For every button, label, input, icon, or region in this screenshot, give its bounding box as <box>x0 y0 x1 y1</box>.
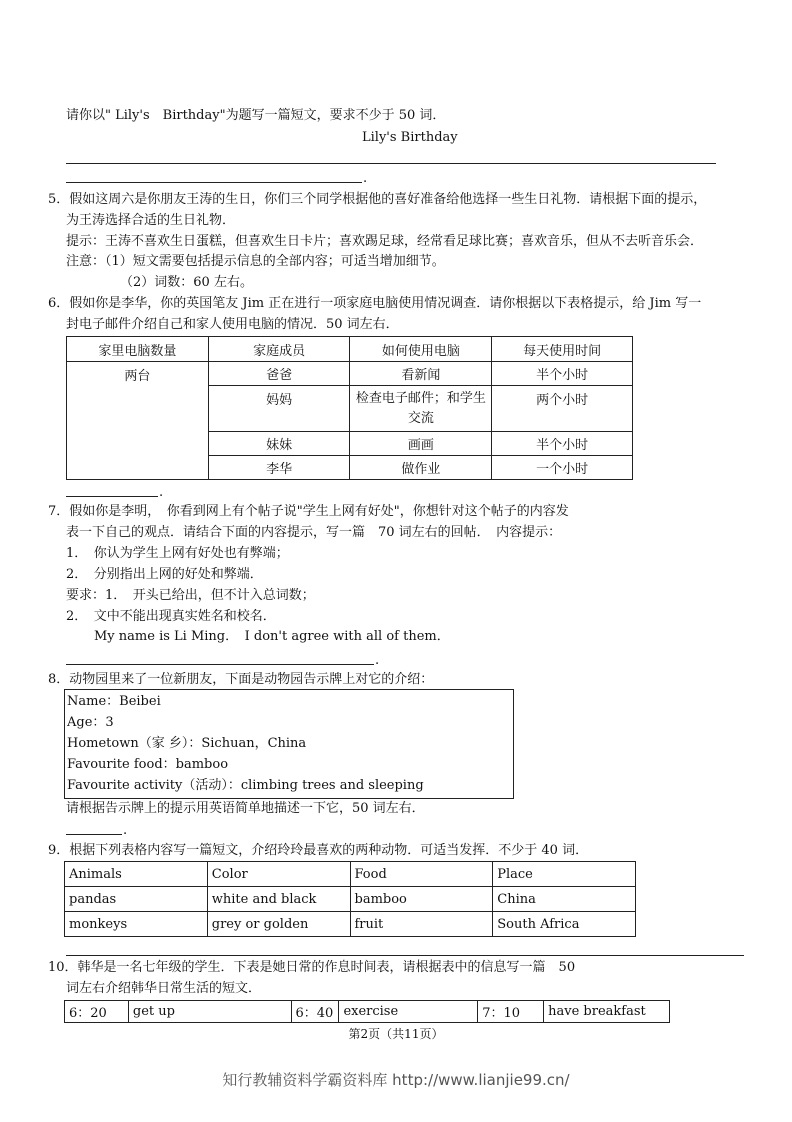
table-header: Animals <box>65 862 208 887</box>
schedule-time: 6：40 <box>291 1001 339 1023</box>
intro-title: Lily's Birthday <box>362 130 458 145</box>
q5-line-2: 为王涛选择合适的生日礼物． <box>66 213 236 228</box>
table-cell: white and black <box>207 887 350 912</box>
q7-line-5: 要求：1． 开头已给出，但不计入总词数； <box>66 588 315 603</box>
q7-line-3: 1． 你认为学生上网有好处也有弊端； <box>66 546 289 561</box>
computer-count: 两台 <box>67 362 209 480</box>
site-footer: 知行教辅资料学霸资料库 http://www.lianjie99.cn/ <box>222 1071 570 1089</box>
q5-line-4: 注意：（1）短文需要包括提示信息的全部内容；可适当增加细节。 <box>66 254 445 269</box>
daily-time: 两个小时 <box>492 386 633 432</box>
q5-line-5: （2）词数：60 左右。 <box>120 275 253 290</box>
q6-line-2: 封电子邮件介绍自己和家人使用电脑的情况．50 词左右． <box>66 317 399 332</box>
daily-time: 一个小时 <box>492 456 633 480</box>
q7-line-6: 2． 文中不能出现真实姓名和校名． <box>66 609 276 624</box>
answer-line <box>66 664 374 665</box>
page-number: 第2页（共11页） <box>348 1027 444 1041</box>
q10-line-1: 10．韩华是一名七年级的学生．下表是她日常的作息时间表，请根据表中的信息写一篇 50 <box>48 960 576 975</box>
period-mark: . <box>363 171 368 186</box>
schedule-time: 6：20 <box>65 1001 129 1023</box>
q5-line-1: 5．假如这周六是你朋友王涛的生日，你们三个同学根据他的喜好准备给他选择一些生日礼物．请根据下面的提示， <box>48 192 707 207</box>
schedule-activity: get up <box>128 1001 291 1023</box>
sign-line: Age：3 <box>67 715 114 730</box>
sign-line: Name：Beibei <box>67 694 161 709</box>
schedule-table <box>64 1000 670 1023</box>
zoo-sign-box <box>64 689 514 799</box>
table-cell: bamboo <box>350 887 493 912</box>
q5-line-3: 提示：王涛不喜欢生日蛋糕，但喜欢生日卡片；喜欢踢足球，经常看足球比赛；喜欢音乐，但从不去听音乐会． <box>66 234 704 249</box>
computer-usage-table <box>66 336 633 480</box>
family-member: 妈妈 <box>208 386 350 432</box>
usage-line-1: 检查电子邮件；和学生 <box>355 390 486 406</box>
table-header: 家庭成员 <box>208 337 350 362</box>
usage: 看新闻 <box>350 362 492 386</box>
q6-line-1: 6．假如你是李华，你的英国笔友 Jim 正在进行一项家庭电脑使用情况调查．请你根据以下表格提示，给 Jim 写一 <box>48 296 702 311</box>
table-cell: pandas <box>65 887 208 912</box>
q7-line-2: 表一下自己的观点．请结合下面的内容提示，写一篇 70 词左右的回帖． 内容提示： <box>66 525 562 540</box>
daily-time: 半个小时 <box>492 362 633 386</box>
q9-line-1: 9．根据下列表格内容写一篇短文，介绍玲玲最喜欢的两种动物．可适当发挥．不少于 40 词． <box>48 843 589 858</box>
table-cell: China <box>493 887 636 912</box>
answer-line <box>66 834 122 835</box>
usage: 画画 <box>350 432 492 456</box>
schedule-activity: exercise <box>339 1001 478 1023</box>
sign-line: Favourite food：bamboo <box>67 757 229 772</box>
daily-time: 半个小时 <box>492 432 633 456</box>
answer-line <box>66 955 744 956</box>
q10-line-2: 词左右介绍韩华日常生活的短文． <box>66 981 262 996</box>
table-header: Place <box>493 862 636 887</box>
sign-line: Favourite activity（活动）：climbing trees and sleeping <box>67 778 424 793</box>
answer-line <box>66 163 716 164</box>
q7-line-1: 7．假如你是李明， 你看到网上有个帖子说"学生上网有好处"，你想针对这个帖子的内容发 <box>48 504 569 519</box>
family-member: 妹妹 <box>208 432 350 456</box>
sign-line: Hometown（家 乡）：Sichuan，China <box>67 736 307 751</box>
usage: 做作业 <box>350 456 492 480</box>
period-mark: . <box>375 653 380 668</box>
family-member: 李华 <box>208 456 350 480</box>
answer-line <box>66 182 362 183</box>
table-header: 家里电脑数量 <box>67 337 209 362</box>
usage <box>350 386 492 432</box>
schedule-activity: have breakfast <box>544 1001 670 1023</box>
q7-line-7: My name is Li Ming． I don't agree with all of them． <box>94 629 450 644</box>
family-member: 爸爸 <box>208 362 350 386</box>
schedule-time: 7：10 <box>478 1001 544 1023</box>
answer-line <box>66 496 158 497</box>
q8-line-2: 请根据告示牌上的提示用英语简单地描述一下它，50 词左右． <box>66 801 425 816</box>
period-mark: . <box>159 485 164 500</box>
table-cell: South Africa <box>493 912 636 937</box>
animals-table <box>64 861 636 937</box>
period-mark: . <box>123 823 128 838</box>
table-header: 每天使用时间 <box>492 337 633 362</box>
table-header: Food <box>350 862 493 887</box>
table-cell: monkeys <box>65 912 208 937</box>
table-cell: grey or golden <box>207 912 350 937</box>
table-header: Color <box>207 862 350 887</box>
usage-line-2: 交流 <box>407 410 434 426</box>
table-cell: fruit <box>350 912 493 937</box>
q8-line-1: 8．动物园里来了一位新朋友，下面是动物园告示牌上对它的介绍： <box>48 672 434 687</box>
table-header: 如何使用电脑 <box>350 337 492 362</box>
q7-line-4: 2． 分别指出上网的好处和弊端． <box>66 567 263 582</box>
intro-instruction: 请你以" Lily's Birthday"为题写一篇短文，要求不少于 50 词． <box>66 108 446 123</box>
